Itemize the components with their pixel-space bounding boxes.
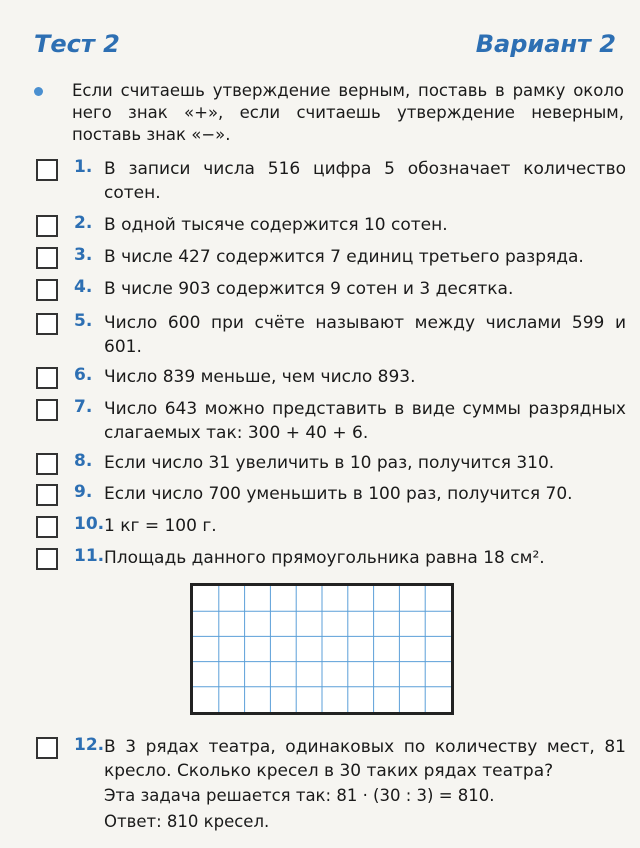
statement-text: В числе 903 содержится 9 сотен и 3 десятка. (104, 279, 514, 299)
statement-text: Число 643 можно представить в виде суммы разрядных слагаемых так: 300 + 40 + 6. (104, 399, 626, 443)
statement-number: 7. (74, 397, 93, 417)
grid-lines (193, 586, 451, 712)
answer-box-5[interactable] (36, 313, 58, 335)
statement-number: 8. (74, 451, 93, 471)
solution-text: Эта задача решается так: 81 · (30 : 3) = 810. (104, 786, 495, 805)
answer-text: Ответ: 810 кресел. (104, 812, 270, 831)
statement-text: Число 600 при счёте называют между числами 599 и 601. (104, 313, 626, 357)
statement-number: 1. (74, 157, 93, 177)
answer-box-2[interactable] (36, 215, 58, 237)
statement-3 (36, 245, 626, 269)
statement-number: 10. (74, 514, 105, 534)
variant-title: Вариант 2 (475, 30, 616, 58)
statement-6 (36, 365, 626, 389)
statement-text: В 3 рядах театра, одинаковых по количеству мест, 81 кресло. Сколько кресел в 30 таких рядах театра? (104, 737, 626, 781)
statement-12 (36, 735, 626, 835)
statement-number: 12. (74, 735, 105, 755)
statement-text: 1 кг = 100 г. (104, 516, 217, 536)
statement-5 (36, 311, 626, 359)
statement-11 (36, 546, 626, 570)
answer-box-10[interactable] (36, 516, 58, 538)
instructions (34, 80, 624, 146)
statement-text: Если число 700 уменьшить в 100 раз, получится 70. (104, 484, 573, 504)
answer-box-1[interactable] (36, 159, 58, 181)
answer-box-7[interactable] (36, 399, 58, 421)
answer-box-11[interactable] (36, 548, 58, 570)
statement-text: Площадь данного прямоугольника равна 18 см². (104, 548, 545, 568)
answer-box-4[interactable] (36, 279, 58, 301)
statement-text: В одной тысяче содержится 10 сотен. (104, 215, 448, 235)
header (34, 30, 616, 62)
statement-text: Число 839 меньше, чем число 893. (104, 367, 416, 387)
answer-box-8[interactable] (36, 453, 58, 475)
statement-7 (36, 397, 626, 445)
statement-text: Если число 31 увеличить в 10 раз, получится 310. (104, 453, 555, 473)
answer-box-3[interactable] (36, 247, 58, 269)
statement-number: 11. (74, 546, 105, 566)
statement-number: 2. (74, 213, 93, 233)
statement-number: 9. (74, 482, 93, 502)
statement-2 (36, 213, 626, 237)
statement-4 (36, 277, 626, 301)
statement-text: В числе 427 содержится 7 единиц третьего разряда. (104, 247, 584, 267)
statement-8 (36, 451, 626, 475)
statement-text: В записи числа 516 цифра 5 обозначает количество сотен. (104, 159, 626, 203)
statement-number: 3. (74, 245, 93, 265)
statement-number: 4. (74, 277, 93, 297)
answer-box-6[interactable] (36, 367, 58, 389)
answer-box-9[interactable] (36, 484, 58, 506)
statement-10 (36, 514, 626, 538)
statement-1 (36, 157, 626, 205)
statement-number: 5. (74, 311, 93, 331)
instructions-text: Если считаешь утверждение верным, поставь в рамку около него знак «+», если считаешь утверждение неверным, поставь знак «−». (72, 81, 624, 144)
answer-box-12[interactable] (36, 737, 58, 759)
statement-9 (36, 482, 626, 506)
bullet-icon (34, 87, 43, 96)
rectangle-grid (190, 583, 454, 715)
test-title: Тест 2 (34, 30, 120, 58)
statement-number: 6. (74, 365, 93, 385)
